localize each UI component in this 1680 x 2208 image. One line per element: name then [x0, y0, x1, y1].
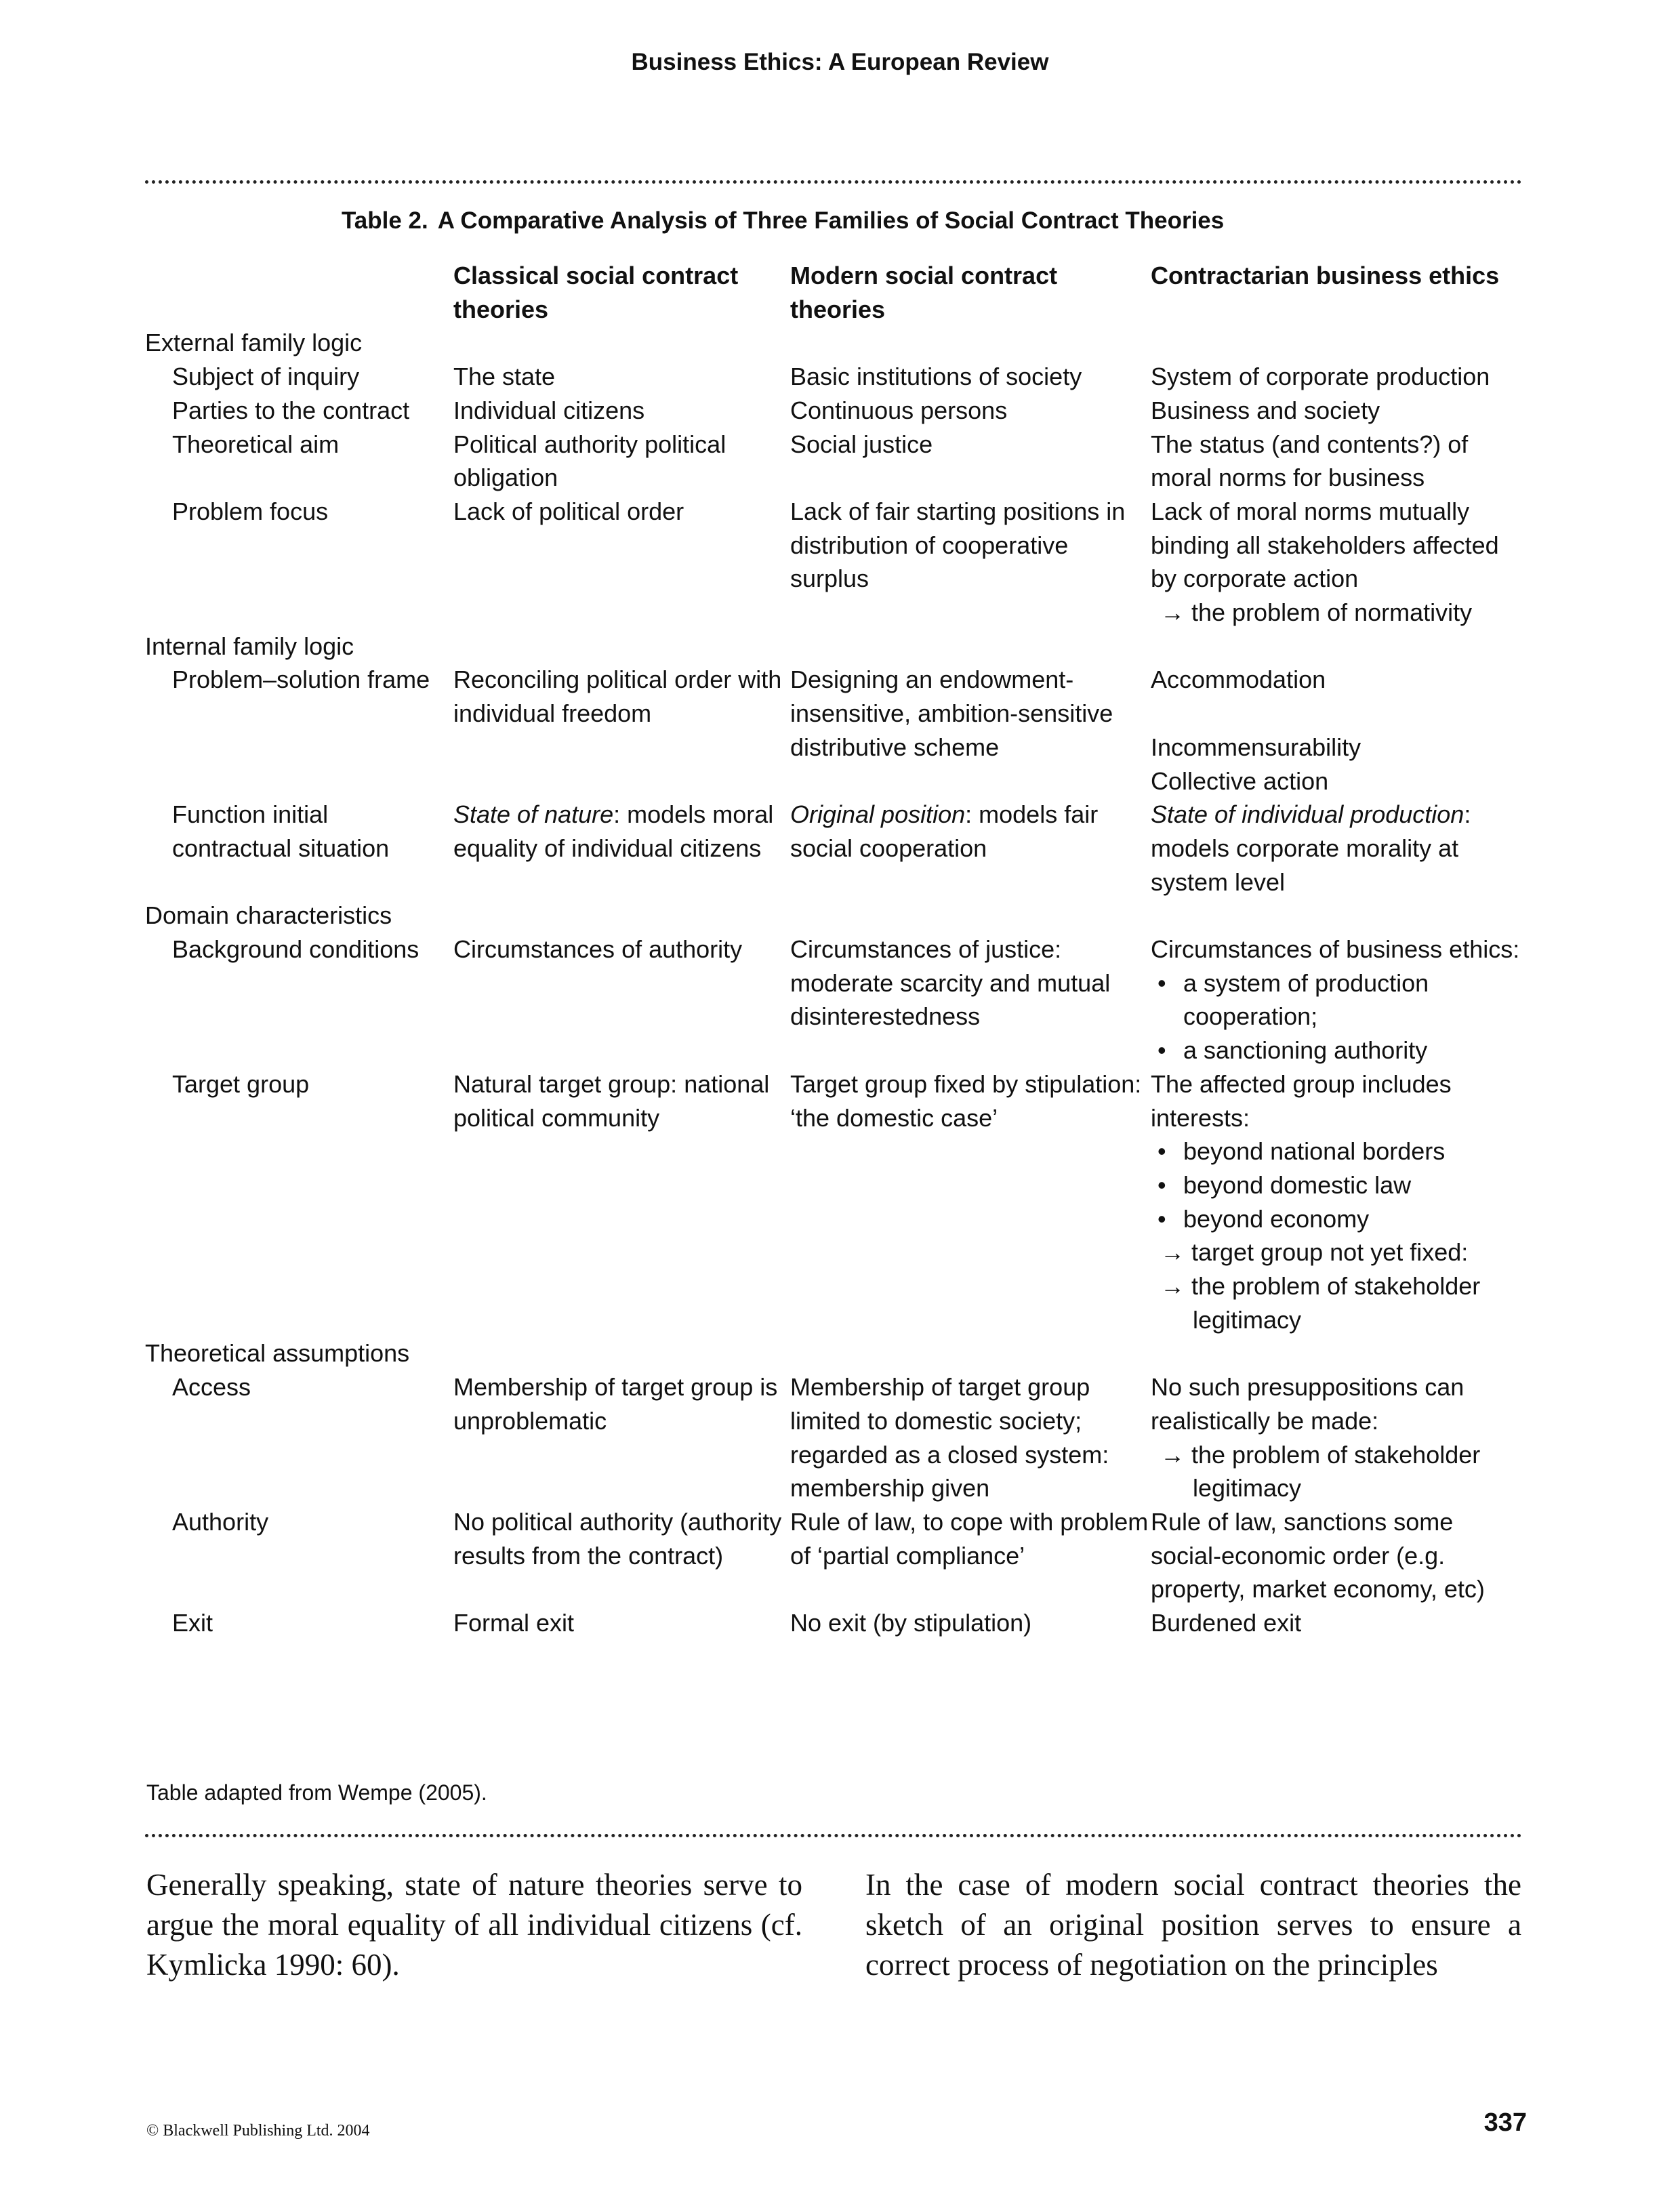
row-label: Authority — [172, 1508, 269, 1536]
bullet-item: • beyond economy — [1151, 1202, 1528, 1236]
term-text: : models fair social cooperation — [790, 800, 1099, 862]
cell-classical: Lack of political order — [453, 497, 684, 525]
arrow-note: → the problem of normativity — [1160, 598, 1473, 627]
cell-modern: No exit (by stipulation) — [790, 1609, 1032, 1637]
arrow-note-continuation: legitimacy — [1193, 1305, 1302, 1334]
section-row — [145, 630, 1528, 663]
cell-modern: Basic institutions of society — [790, 363, 1082, 391]
cell-contractarian — [1151, 1067, 1528, 1337]
cell-modern: Rule of law, to cope with problem of ‘partial compliance’ — [790, 1508, 1149, 1570]
arrow-note: → target group not yet fixed: — [1160, 1238, 1469, 1267]
cell-classical: Political authority political obligation — [453, 430, 726, 492]
term-text: : models moral equality of individual citizens — [453, 800, 774, 862]
cell-contractarian: Burdened exit — [1151, 1609, 1302, 1637]
table-row — [145, 663, 1528, 798]
table-row — [145, 1370, 1528, 1505]
bullet-list — [1151, 966, 1528, 1067]
row-label: Problem–solution frame — [172, 666, 430, 694]
table-caption — [342, 207, 1224, 234]
cell-classical: Individual citizens — [453, 396, 645, 424]
arrow-note: → the problem of stakeholder — [1160, 1272, 1481, 1301]
arrow-note: → the problem of stakeholder — [1160, 1440, 1481, 1469]
cell-contractarian — [1151, 1370, 1528, 1505]
cell-text: Lack of moral norms mutually binding all stakeholders affected by corporate action — [1151, 497, 1499, 593]
section-label: Theoretical assumptions — [145, 1339, 410, 1368]
section-label: Internal family logic — [145, 632, 354, 660]
table-row — [145, 933, 1528, 1067]
table-row — [145, 428, 1528, 495]
cell-modern: Membership of target group limited to domestic society; regarded as a closed system: membership given — [790, 1373, 1109, 1502]
page-number: 337 — [1483, 2108, 1527, 2137]
cell-text: No such presuppositions can realistically be made: — [1151, 1373, 1464, 1435]
table-row — [145, 1067, 1528, 1337]
cell-classical: Reconciling political order with individual freedom — [453, 666, 782, 728]
table-title: A Comparative Analysis of Three Families of Social Contract Theories — [437, 207, 1225, 234]
table-row — [145, 360, 1528, 394]
cell-modern — [790, 798, 1151, 899]
row-label: Parties to the contract — [172, 396, 410, 424]
bullet-list — [1151, 1134, 1528, 1235]
column-header-classical: Classical social contract theories — [453, 262, 739, 323]
term-italic: State of nature — [453, 800, 614, 829]
cell-contractarian — [1151, 663, 1528, 798]
term-italic: Original position — [790, 800, 966, 829]
row-label: Function initial contractual situation — [172, 800, 390, 862]
row-label: Problem focus — [172, 497, 329, 525]
table-row — [145, 1606, 1528, 1640]
column-header-modern: Modern social contract theories — [790, 262, 1058, 323]
cell-classical: No political authority (authority results from the contract) — [453, 1508, 782, 1570]
cell-contractarian — [1151, 798, 1528, 899]
section-row — [145, 899, 1528, 933]
table-bottom-rule — [145, 1834, 1522, 1837]
running-head: Business Ethics: A European Review — [631, 49, 1049, 75]
column-header-row — [145, 259, 1528, 326]
frame-item: Incommensurability — [1151, 733, 1361, 761]
row-label: Background conditions — [172, 935, 419, 964]
bullet-item: • beyond domestic law — [1151, 1168, 1528, 1202]
bullet-item: • a system of production cooperation; — [1151, 966, 1528, 1034]
cell-classical: Membership of target group is unproblematic — [453, 1373, 778, 1435]
cell-classical — [453, 798, 790, 899]
cell-modern: Continuous persons — [790, 396, 1008, 424]
section-label: Domain characteristics — [145, 901, 392, 930]
arrow-note-continuation: legitimacy — [1193, 1474, 1302, 1502]
bullet-item: • beyond national borders — [1151, 1134, 1528, 1168]
cell-contractarian: Rule of law, sanctions some social-economic order (e.g. property, market economy, etc) — [1151, 1508, 1485, 1603]
frame-item: Accommodation — [1151, 666, 1326, 694]
row-label: Exit — [172, 1609, 213, 1637]
table-top-rule — [145, 180, 1522, 184]
bullet-item: • a sanctioning authority — [1151, 1034, 1528, 1067]
cell-modern: Target group fixed by stipulation: ‘the domestic case’ — [790, 1069, 1142, 1132]
row-label: Subject of inquiry — [172, 363, 360, 391]
term-text: : models corporate morality at system level — [1151, 800, 1471, 896]
cell-contractarian: System of corporate production — [1151, 363, 1490, 391]
cell-classical: The state — [453, 363, 556, 391]
table-row — [145, 1505, 1528, 1606]
cell-classical: Formal exit — [453, 1609, 575, 1637]
cell-modern: Lack of fair starting positions in distribution of cooperative surplus — [790, 497, 1126, 593]
row-label: Theoretical aim — [172, 430, 340, 458]
table-number: Table 2. — [342, 207, 428, 234]
column-header-contractarian: Contractarian business ethics — [1151, 262, 1500, 289]
body-text-right-column: In the case of modern social contract theories the sketch of an original position serves to ensure a correct process of negotiation on the principles — [865, 1868, 1521, 1982]
term-italic: State of individual production — [1151, 800, 1464, 829]
cell-contractarian: Business and society — [1151, 396, 1380, 424]
table-row — [145, 798, 1528, 899]
frame-item: Collective action — [1151, 766, 1329, 795]
cell-classical: Circumstances of authority — [453, 935, 743, 964]
body-text-left-column: Generally speaking, state of nature theories serve to argue the moral equality of all individual citizens (cf. Kymlicka 1990: 60). — [146, 1868, 802, 1982]
cell-modern: Designing an endowment-insensitive, ambition-sensitive distributive scheme — [790, 666, 1113, 761]
cell-classical: Natural target group: national political community — [453, 1069, 770, 1132]
row-label: Access — [172, 1373, 251, 1402]
table-source-note: Table adapted from Wempe (2005). — [146, 1780, 487, 1805]
cell-contractarian — [1151, 933, 1528, 1067]
cell-contractarian — [1151, 495, 1528, 630]
cell-text: The affected group includes interests: — [1151, 1069, 1452, 1132]
cell-modern: Circumstances of justice: moderate scarcity and mutual disinterestedness — [790, 935, 1111, 1031]
section-row — [145, 326, 1528, 360]
table-row — [145, 495, 1528, 630]
cell-contractarian: The status (and contents?) of moral norms for business — [1151, 430, 1469, 492]
table-row — [145, 394, 1528, 428]
section-row — [145, 1336, 1528, 1370]
copyright-notice: © Blackwell Publishing Ltd. 2004 — [146, 2122, 370, 2140]
cell-modern: Social justice — [790, 430, 933, 458]
section-label: External family logic — [145, 329, 363, 357]
cell-text: Circumstances of business ethics: — [1151, 935, 1520, 964]
comparison-table — [145, 259, 1528, 1640]
row-label: Target group — [172, 1069, 310, 1098]
